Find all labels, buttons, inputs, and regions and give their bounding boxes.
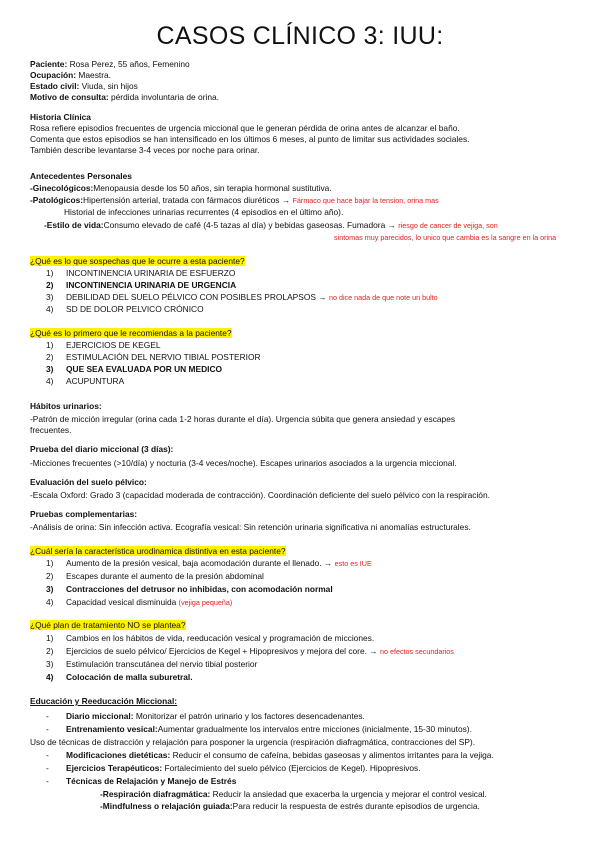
patologicos-line: [30, 195, 439, 206]
q2-option-answer: [46, 364, 222, 375]
option-text: Colocación de malla suburetral.: [66, 672, 193, 682]
q2-option: [46, 376, 124, 387]
q4-option: [46, 659, 257, 670]
option-text: QUE SEA EVALUADA POR UN MEDICO: [66, 364, 223, 374]
q3-option: [46, 597, 232, 608]
value-modificaciones: Reducir el consumo de cafeína, bebidas gaseosas y alimentos irritantes para la vejiga.: [172, 750, 494, 760]
label-respiracion: -Respiración diafragmática:: [100, 789, 211, 799]
historia-line: También describe levantarse 3-4 veces por noche para orinar.: [30, 145, 260, 155]
q2-option: [46, 340, 160, 351]
annotation-note: no dice nada de que note un bulto: [328, 293, 438, 302]
option-text: EJERCICIOS DE KEGEL: [66, 340, 161, 350]
annotation-note: no efectos secundarios: [379, 647, 454, 656]
option-number: 4): [46, 376, 54, 386]
option-number: 4): [46, 672, 54, 682]
option-text: Ejercicios de suelo pélvico/ Ejercicios de Kegel + Hipopresivos y mejora del core. →: [66, 646, 378, 656]
label-mindfulness: -Mindfulness o relajación guiada:: [100, 801, 233, 811]
value-diario: Monitorizar el patrón urinario y los factores desencadenantes.: [135, 711, 365, 721]
value-estilo: Consumo elevado de café (4-5 tazas al día) y bebidas gaseosas. Fumadora →: [103, 220, 396, 230]
label-motivo: Motivo de consulta:: [30, 92, 109, 102]
option-number: 1): [46, 558, 54, 568]
q1-option-answer: [46, 280, 236, 291]
value-entrenamiento: Aumentar gradualmente los intervalos entre micciones (inicialmente, 15-30 minutos).: [157, 724, 472, 734]
educacion-item: - Entrenamiento vesical:Aumentar gradualmente los intervalos entre micciones (inicialmente, 15-30 minutos).: [46, 724, 472, 734]
label-estilo: -Estilo de vida:: [44, 220, 104, 230]
suelo-heading: Evaluación del suelo pélvico:: [30, 477, 147, 487]
annotation-note: Fármaco que hace bajar la tension, orina mas: [292, 196, 439, 205]
option-text: INCONTINENCIA URINARIA DE URGENCIA: [66, 280, 237, 290]
q4-option-answer: [46, 672, 193, 683]
q1-option: [46, 268, 235, 279]
suelo-line: -Escala Oxford: Grado 3 (capacidad moderada de contracción). Coordinación deficiente del suelo pélvico con la respiración.: [30, 490, 490, 500]
option-number: 4): [46, 304, 54, 314]
annotation-note: riesgo de cancer de vejiga, son: [398, 221, 498, 230]
value-ejercicios: Fortalecimiento del suelo pélvico (Ejercicios de Kegel). Hipopresivos.: [164, 763, 421, 773]
value-motivo: pérdida involuntaria de orina.: [110, 92, 219, 102]
label-ocupacion: Ocupación:: [30, 70, 77, 80]
educacion-item: - Ejercicios Terapéuticos: Fortalecimiento del suelo pélvico (Ejercicios de Kegel). Hipopresivos.: [46, 763, 421, 773]
patient-line: [30, 59, 190, 70]
label-modificaciones: Modificaciones dietéticas:: [66, 750, 171, 760]
label-paciente: Paciente:: [30, 59, 68, 69]
option-number: 1): [46, 340, 54, 350]
question-2-text: ¿Qué es lo primero que le recomiendas a la paciente?: [30, 328, 232, 338]
annotation-note: esto es IUE: [334, 559, 372, 568]
q3-option-answer: [46, 584, 333, 595]
q1-option: [46, 292, 438, 303]
habitos-heading: Hábitos urinarios:: [30, 401, 102, 411]
q3-option: [46, 571, 264, 582]
q1-option: [46, 304, 204, 315]
option-text: ACUPUNTURA: [66, 376, 125, 386]
option-text: INCONTINENCIA URINARIA DE ESFUERZO: [66, 268, 236, 278]
estilo-line: [44, 220, 498, 231]
option-text: Estimulación transcutánea del nervio tibial posterior: [66, 659, 258, 669]
educacion-item: - Modificaciones dietéticas: Reducir el consumo de cafeína, bebidas gaseosas y alimentos irritantes para la vejiga.: [46, 750, 494, 760]
label-ginecologicos: -Ginecológicos:: [30, 183, 94, 193]
option-text: Capacidad vesical disminuida: [66, 597, 177, 607]
educacion-subitem: [100, 789, 487, 800]
habitos-line: -Patrón de micción irregular (orina cada 1-2 horas durante el día). Urgencia súbita que genera ansiedad y escapes: [30, 414, 456, 424]
ginecologicos-line: [30, 183, 332, 194]
question-3-text: ¿Cuál sería la característica urodinamica distintiva en esta paciente?: [30, 546, 286, 556]
option-number: 3): [46, 364, 54, 374]
educacion-subitem: [100, 801, 480, 812]
value-respiracion: Reducir la ansiedad que exacerba la urgencia y mejorar el control vesical.: [212, 789, 487, 799]
value-estado: Viuda, sin hijos: [81, 81, 138, 91]
patologicos-line-2: Historial de infecciones urinarias recurrentes (4 episodios en el último año).: [64, 207, 344, 217]
option-text: Aumento de la presión vesical, baja acomodación durante el llenado. →: [66, 558, 333, 568]
option-text: DEBILIDAD DEL SUELO PÉLVICO CON POSIBLES PROLAPSOS →: [66, 292, 327, 302]
option-number: 2): [46, 571, 54, 581]
question-3: [30, 546, 286, 557]
option-number: 3): [46, 584, 54, 594]
option-number: 3): [46, 659, 54, 669]
option-text: Escapes durante el aumento de la presión abdominal: [66, 571, 264, 581]
option-number: 2): [46, 352, 54, 362]
annotation-note: sintomas muy parecidos, lo unico que cambia es la sangre en la orina: [334, 233, 557, 242]
option-text: Cambios en los hábitos de vida, reeducación vesical y programación de micciones.: [66, 633, 375, 643]
option-number: 2): [46, 646, 54, 656]
habitos-line: frecuentes.: [30, 425, 72, 435]
q3-option: [46, 558, 372, 569]
option-number: 3): [46, 292, 54, 302]
option-number: 1): [46, 268, 54, 278]
label-tecnicas: Técnicas de Relajación y Manejo de Estrés: [66, 776, 237, 786]
question-4-text: ¿Qué plan de tratamiento NO se plantea?: [30, 620, 186, 630]
diario-heading: Prueba del diario miccional (3 días):: [30, 444, 174, 454]
diario-line: -Micciones frecuentes (>10/día) y nocturia (3-4 veces/noche). Escapes urinarios asociados a la urgencia miccional.: [30, 458, 457, 468]
option-number: 2): [46, 280, 54, 290]
occupation-line: [30, 70, 111, 81]
question-2: [30, 328, 232, 339]
q4-option: [46, 646, 454, 657]
option-text: SD DE DOLOR PELVICO CRÓNICO: [66, 304, 204, 314]
q4-option: [46, 633, 374, 644]
educacion-uso-line: Uso de técnicas de distracción y relajación para posponer la urgencia (respiración diafragmática, contracciones del SP).: [30, 737, 476, 747]
question-1-text: ¿Qué es lo que sospechas que le ocurre a esta paciente?: [30, 256, 245, 266]
option-text: ESTIMULACIÓN DEL NERVIO TIBIAL POSTERIOR: [66, 352, 261, 362]
label-diario: Diario miccional:: [66, 711, 134, 721]
option-text: Contracciones del detrusor no inhibidas, con acomodación normal: [66, 584, 333, 594]
value-paciente: Rosa Perez, 55 años, Femenino: [69, 59, 190, 69]
question-1: [30, 256, 245, 267]
value-ocupacion: Maestra.: [78, 70, 111, 80]
label-patologicos: -Patológicos:: [30, 195, 84, 205]
value-ginecologicos: Menopausia desde los 50 años, sin terapia hormonal sustitutiva.: [93, 183, 332, 193]
annotation-note: (vejiga pequeña): [178, 598, 233, 607]
page-title: CASOS CLÍNICO 3: IUU:: [156, 22, 444, 50]
historia-heading: Historia Clínica: [30, 112, 91, 122]
educacion-item: - Técnicas de Relajación y Manejo de Estrés: [46, 776, 237, 786]
educacion-item: - Diario miccional: Monitorizar el patrón urinario y los factores desencadenantes.: [46, 711, 365, 721]
question-4: [30, 620, 186, 631]
historia-line: Comenta que estos episodios se han intensificado en los últimos 6 meses, al punto de limitar sus actividades sociales.: [30, 134, 470, 144]
option-number: 4): [46, 597, 54, 607]
q2-option: [46, 352, 261, 363]
value-patologicos: Hipertensión arterial, tratada con fármacos diuréticos →: [83, 195, 291, 205]
educacion-heading: Educación y Reeducación Miccional:: [30, 696, 178, 706]
pruebas-heading: Pruebas complementarias:: [30, 509, 138, 519]
label-estado: Estado civil:: [30, 81, 80, 91]
label-entrenamiento: Entrenamiento vesical:: [66, 724, 158, 734]
option-number: 1): [46, 633, 54, 643]
civil-status-line: [30, 81, 138, 92]
antecedentes-heading: Antecedentes Personales: [30, 171, 132, 181]
historia-line: Rosa refiere episodios frecuentes de urgencia miccional que le generan pérdida de orina antes de alcanzar el baño.: [30, 123, 460, 133]
pruebas-line: -Análisis de orina: Sin infección activa. Ecografía vesical: Sin retención urinaria significativa ni anomalías estructurales.: [30, 522, 471, 532]
reason-line: [30, 92, 219, 103]
value-mindfulness: Para reducir la respuesta de estrés durante episodios de urgencia.: [232, 801, 480, 811]
label-ejercicios: Ejercicios Terapéuticos:: [66, 763, 163, 773]
